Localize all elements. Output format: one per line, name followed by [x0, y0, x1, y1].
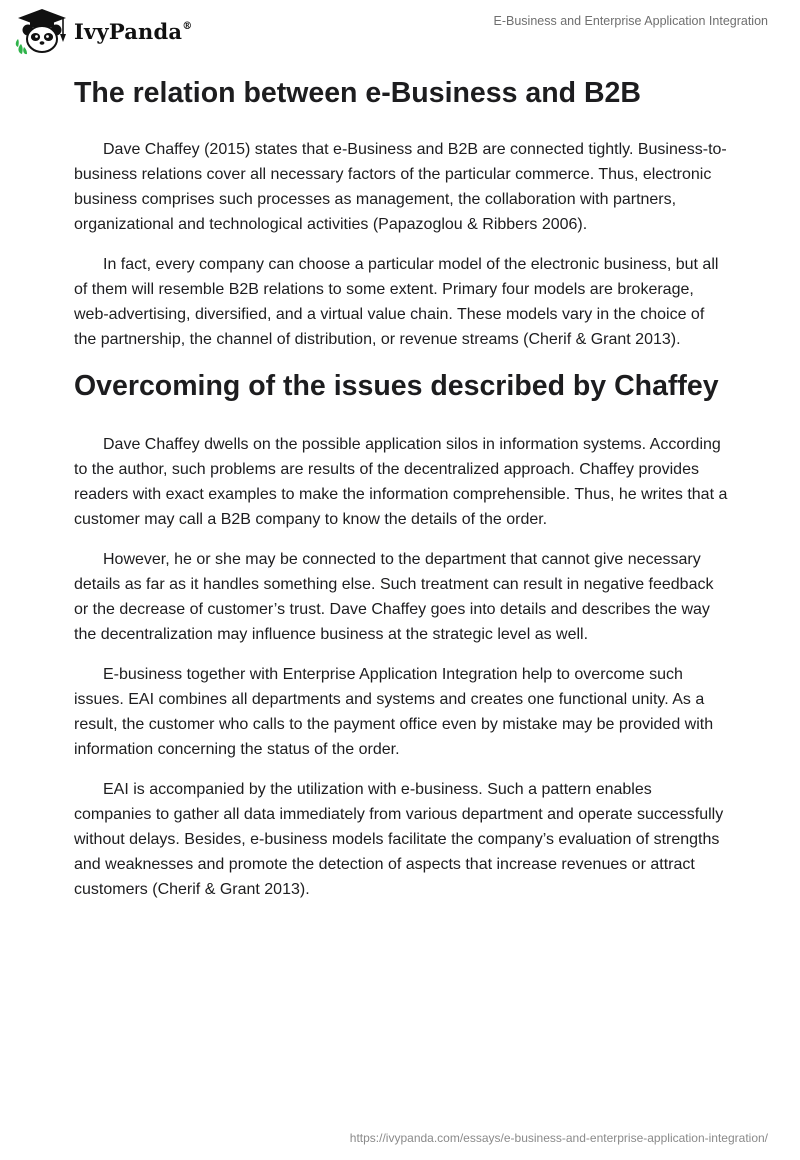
article-body — [74, 74, 730, 917]
paragraph: EAI is accompanied by the utilization with e-business. Such a pattern enables companies to gather all data immediately from various department and operate successfully without delays. Besides, e-business models facilitate the company’s evaluation of strengths and weaknesses and promote the detection of aspects that increase revenues or attract customers (Cherif & Grant 2013). — [74, 781, 724, 898]
paragraph: In fact, every company can choose a particular model of the electronic business, but all of them will resemble B2B relations to some extent. Primary four models are brokerage, web-advertising, diversified, and a virtual value chain. These models vary in the choice of the partnership, the channel of distribution, or revenue streams (Cherif & Grant 2013). — [74, 256, 719, 348]
paragraph: Dave Chaffey dwells on the possible application silos in information systems. According to the author, such problems are results of the decentralized approach. Chaffey provides readers with exact examples to make the information comprehensible. Thus, he writes that a customer may call a B2B company to know the details of the order. — [74, 436, 728, 528]
paragraph: However, he or she may be connected to the department that cannot give necessary details as far as it handles something else. Such treatment can result in negative feedback or the decrease of customer’s trust. Dave Chaffey goes into details and describes the way the decentralization may influence business at the strategic level as well. — [74, 551, 714, 643]
registered-mark: ® — [182, 20, 193, 32]
paragraph: Dave Chaffey (2015) states that e-Business and B2B are connected tightly. Business-to-business relations cover all necessary factors of the particular commerce. Thus, electronic business comprises such processes as management, the collaboration with partners, organizational and technological activities (Papazoglou & Ribbers 2006). — [74, 141, 727, 233]
section-heading: Overcoming of the issues described by Chaffey — [74, 370, 719, 402]
ivypanda-logo[interactable] — [14, 6, 192, 56]
section-heading: The relation between e-Business and B2B — [74, 77, 641, 109]
source-url[interactable]: https://ivypanda.com/essays/e-business-and-enterprise-application-integration/ — [349, 1131, 768, 1145]
brand-name: IvyPanda® — [74, 18, 193, 44]
paragraph: E-business together with Enterprise Application Integration help to overcome such issues. EAI combines all departments and systems and creates one functional unity. As a result, the customer who calls to the payment office even by mistake may be provided with information concerning the status of the order. — [74, 666, 714, 758]
page-header — [0, 0, 800, 64]
panda-graduation-cap-icon — [14, 6, 70, 56]
document-title: E-Business and Enterprise Application Integration — [493, 14, 768, 28]
